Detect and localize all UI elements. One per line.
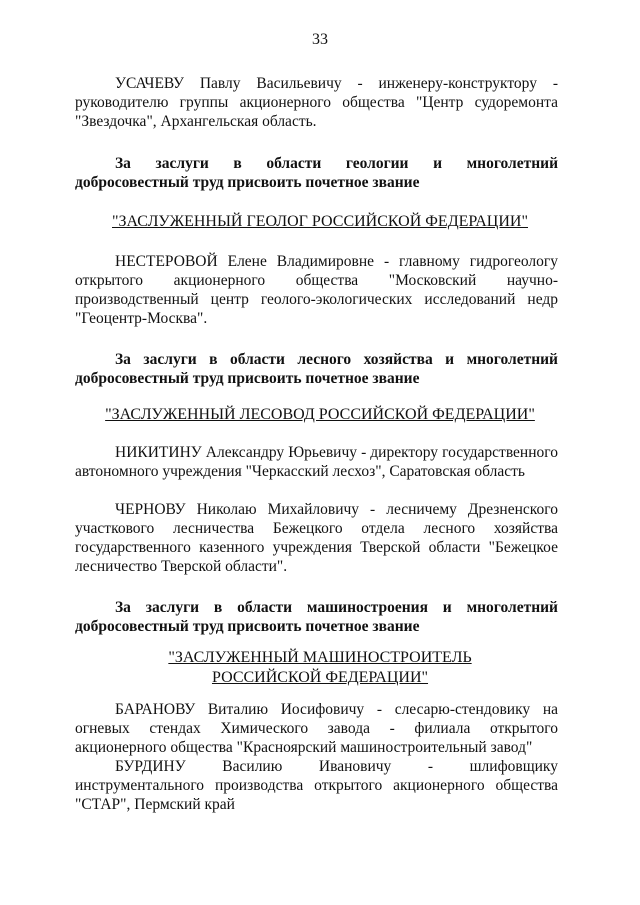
award-paragraph-nesterova: НЕСТЕРОВОЙ Елене Владимировне - главному гидрогеологу открытого акционерного общества "Московский научно-производственный центр геолого-экологических исследований недр "Геоцентр-Москва". — [75, 253, 558, 327]
award-paragraph-burdin: БУРДИНУ Василию Ивановичу - шлифовщику инструментального производства открытого акционерного общества "СТАР", Пермский край — [75, 758, 558, 813]
award-heading-line: За заслуги в области геологии и многолетний — [115, 155, 558, 172]
honorary-title-line: РОССИЙСКОЙ ФЕДЕРАЦИИ" — [211, 669, 429, 686]
honorary-title-geologist: "ЗАСЛУЖЕННЫЙ ГЕОЛОГ РОССИЙСКОЙ ФЕДЕРАЦИИ" — [112, 213, 528, 230]
award-paragraph-usachev: УСАЧЕВУ Павлу Васильевичу - инженеру-конструктору - руководителю группы акционерного общества "Центр судоремонта "Звездочка", Архангельская область. — [75, 75, 558, 130]
award-paragraph-baranov: БАРАНОВУ Виталию Иосифовичу - слесарю-стендовику на огневых стендах Химического завода - филиала открытого акционерного общества "Красноярский машиностроительный завод" — [75, 701, 558, 756]
honorary-title-machine-builder — [0, 648, 640, 688]
award-heading-forestry — [75, 350, 558, 388]
page-number: 33 — [312, 31, 328, 48]
award-heading-line: За заслуги в области лесного хозяйства и многолетний — [115, 351, 558, 368]
award-paragraph-nikitin: НИКИТИНУ Александру Юрьевичу - директору государственного автономного учреждения "Черкасский лесхоз", Саратовская область — [75, 444, 558, 480]
award-heading-line: За заслуги в области машиностроения и многолетний — [115, 599, 558, 616]
award-paragraph-chernov: ЧЕРНОВУ Николаю Михайловичу - лесничему Дрезненского участкового лесничества Бежецкого отдела лесного хозяйства государственного казенного учреждения Тверской области "Бежецкое лесничество Тверской области". — [75, 501, 558, 575]
award-heading-line: добросовестный труд присвоить почетное звание — [75, 618, 420, 635]
award-heading-geology — [75, 154, 558, 192]
award-heading-engineering — [75, 598, 558, 636]
award-heading-line: добросовестный труд присвоить почетное звание — [75, 370, 420, 387]
honorary-title-line: "ЗАСЛУЖЕННЫЙ МАШИНОСТРОИТЕЛЬ — [168, 649, 472, 666]
honorary-title-forester: "ЗАСЛУЖЕННЫЙ ЛЕСОВОД РОССИЙСКОЙ ФЕДЕРАЦИИ" — [105, 406, 535, 423]
award-heading-line: добросовестный труд присвоить почетное звание — [75, 174, 420, 191]
